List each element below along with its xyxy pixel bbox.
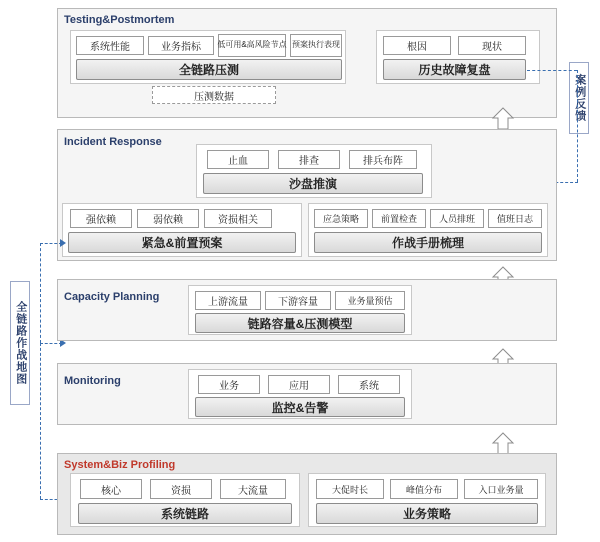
connector-review-to-feedback <box>527 70 577 71</box>
chip-business-metrics[interactable]: 业务指标 <box>148 36 214 55</box>
connector-left-map-vertical <box>40 243 41 343</box>
left-vertical-label: 全链路作战地图 <box>10 281 30 405</box>
chip-pre-check[interactable]: 前置检查 <box>372 209 426 228</box>
chip-peak-distribution[interactable]: 峰值分布 <box>390 479 458 499</box>
chip-downstream-capacity[interactable]: 下游容量 <box>265 291 331 310</box>
connector-left-map-to-emergency <box>40 243 62 244</box>
chip-troubleshoot[interactable]: 排查 <box>278 150 340 169</box>
bar-playbook[interactable]: 作战手册梳理 <box>314 232 542 253</box>
arrow-up-profiling-to-monitoring <box>491 431 515 455</box>
chip-high-traffic[interactable]: 大流量 <box>220 479 286 499</box>
chip-weak-dependency[interactable]: 弱依赖 <box>137 209 199 228</box>
layer-title-testing: Testing&Postmortem <box>64 14 175 26</box>
layer-title-profiling: System&Biz Profiling <box>64 459 176 471</box>
chip-stop-bleeding[interactable]: 止血 <box>207 150 269 169</box>
chip-emergency-strategy[interactable]: 应急策略 <box>314 209 368 228</box>
bar-history-failure-review[interactable]: 历史故障复盘 <box>383 59 526 80</box>
chip-duty-log[interactable]: 值班日志 <box>488 209 542 228</box>
chip-business[interactable]: 业务 <box>198 375 260 394</box>
chip-asset-loss[interactable]: 资损 <box>150 479 212 499</box>
chip-business-volume-forecast[interactable]: 业务量预估 <box>335 291 405 310</box>
chip-system-performance[interactable]: 系统性能 <box>76 36 144 55</box>
connector-left-map-lower <box>40 343 41 499</box>
connector-left-map-to-capacity <box>40 343 62 344</box>
chip-strong-dependency[interactable]: 强依赖 <box>70 209 132 228</box>
chip-asset-loss-related[interactable]: 资损相关 <box>204 209 272 228</box>
bar-emergency-plan[interactable]: 紧急&前置预案 <box>68 232 296 253</box>
connector-feedback-down <box>577 70 578 182</box>
chip-stress-test-data[interactable]: 压测数据 <box>152 86 276 104</box>
chip-promotion-duration[interactable]: 大促时长 <box>316 479 384 499</box>
layer-title-monitoring: Monitoring <box>64 375 121 387</box>
chip-core[interactable]: 核心 <box>80 479 142 499</box>
bar-system-link[interactable]: 系统链路 <box>78 503 292 524</box>
chip-upstream-traffic[interactable]: 上游流量 <box>195 291 261 310</box>
chip-deploy-forces[interactable]: 排兵布阵 <box>349 150 417 169</box>
chip-low-availability-risk-node[interactable]: 低可用&高风险节点 <box>218 34 286 57</box>
bar-full-link-stress-test[interactable]: 全链路压测 <box>76 59 342 80</box>
layer-title-capacity: Capacity Planning <box>64 291 160 303</box>
bar-capacity-model[interactable]: 链路容量&压测模型 <box>195 313 405 333</box>
chip-application[interactable]: 应用 <box>268 375 330 394</box>
chip-plan-execution[interactable]: 预案执行表现 <box>290 34 342 57</box>
right-vertical-label: 案例反馈 <box>569 62 589 134</box>
bar-biz-strategy[interactable]: 业务策略 <box>316 503 538 524</box>
arrowhead-to-emergency <box>60 239 66 247</box>
chip-staff-shift[interactable]: 人员排班 <box>430 209 484 228</box>
arrow-up-incident-to-testing <box>491 106 515 130</box>
bar-monitor-alarm[interactable]: 监控&告警 <box>195 397 405 417</box>
layer-title-incident: Incident Response <box>64 136 162 148</box>
chip-root-cause[interactable]: 根因 <box>383 36 451 55</box>
chip-current-status[interactable]: 现状 <box>458 36 526 55</box>
chip-system[interactable]: 系统 <box>338 375 400 394</box>
chip-entry-business-volume[interactable]: 入口业务量 <box>464 479 538 499</box>
bar-sandtable-drill[interactable]: 沙盘推演 <box>203 173 423 194</box>
